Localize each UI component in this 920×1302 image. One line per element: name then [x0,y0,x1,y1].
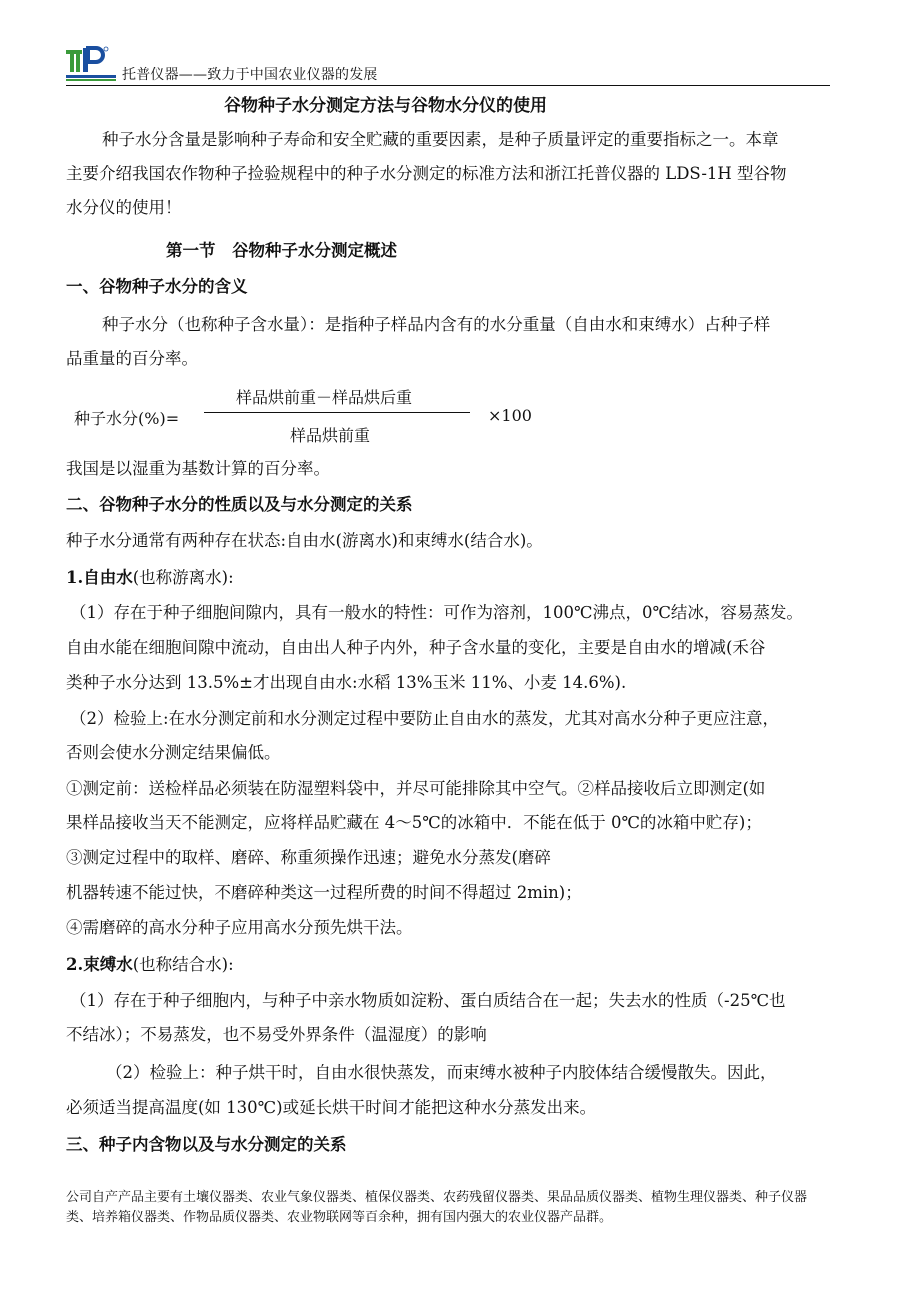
bound-water-heading-num: 2. [66,955,84,974]
definition-line-1: 种子水分（也称种子含水量）：是指种子样品内含有的水分重量（自由水和束缚水）占种子样 [102,315,771,334]
footer-line-1: 公司自产产品主要有土壤仪器类、农业气象仪器类、植保仪器类、农药残留仪器类、果品品质仪器类、植物生理仪器类、种子仪器 [66,1190,808,1205]
page-footer [66,1188,866,1228]
company-logo [66,44,118,84]
free-water-p2-line-2: 否则会使水分测定结果偏低。 [66,743,281,762]
page-header [66,42,830,86]
bound-water-heading-rest: (也称结合水): [132,955,234,974]
section-1-title: 第一节 谷物种子水分测定概述 [166,241,397,260]
free-water-heading-bold: 自由水 [83,568,133,587]
free-water-p2-line-1: （2）检验上:在水分测定前和水分测定过程中要防止自由水的蒸发，尤其对高水分种子更应注意， [70,709,780,728]
document-title: 谷物种子水分测定方法与谷物水分仪的使用 [224,96,547,116]
fraction-bar [204,412,470,413]
definition-line-2: 品重量的百分率。 [66,349,198,368]
free-water-p3-line-4: 机器转速不能过快，不磨碎种类这一过程所费的时间不得超过 2min)； [66,883,582,902]
bound-water-p2-line-2: 必须适当提高温度(如 130℃)或延长烘干时间才能把这种水分蒸发出来。 [66,1098,597,1117]
free-water-p1-line-1: （1）存在于种子细胞间隙内，具有一般水的特性：可作为溶剂，100℃沸点，0℃结冰，容易蒸发。 [70,603,803,622]
heading-3: 三、种子内含物以及与水分测定的关系 [66,1135,347,1154]
water-states: 种子水分通常有两种存在状态:自由水(游离水)和束缚水(结合水)。 [66,531,543,550]
free-water-p1-line-3: 类种子水分达到 13.5%±才出现自由水:水稻 13%玉米 11%、小麦 14.6%). [66,673,627,692]
intro-line-2: 主要介绍我国农作物种子捡验规程中的种子水分测定的标准方法和浙江托普仪器的 LDS-1H 型谷物 [66,164,787,183]
top-instrument-logo-icon [66,44,118,84]
heading-2: 二、谷物种子水分的性质以及与水分测定的关系 [66,495,413,514]
formula-denominator: 样品烘前重 [290,426,371,445]
free-water-p3-line-2: 果样品接收当天不能测定，应将样品贮藏在 4～5℃的冰箱中．不能在低于 0℃的冰箱中贮存)； [66,813,762,832]
free-water-p3-line-1: ①测定前：送检样品必须装在防湿塑料袋中，并尽可能排除其中空气。②样品接收后立即测定(如 [66,779,766,798]
heading-1: 一、谷物种子水分的含义 [66,277,248,296]
header-tagline: 托普仪器——致力于中国农业仪器的发展 [122,67,378,83]
formula-label: 种子水分(%)= [74,409,180,428]
free-water-p3-line-5: ④需磨碎的高水分种子应用高水分预先烘干法。 [66,918,413,937]
bound-water-p1-line-2: 不结冰）；不易蒸发，也不易受外界条件（温湿度）的影响 [66,1025,487,1044]
basis-note: 我国是以湿重为基数计算的百分率。 [66,459,330,478]
free-water-p1-line-2: 自由水能在细胞间隙中流动，自由出人种子内外，种子含水量的变化，主要是自由水的增减(禾谷 [66,638,766,657]
free-water-heading-num: 1. [66,568,84,587]
intro-line-3: 水分仪的使用！ [66,198,182,217]
bound-water-p2-line-1: （2）检验上：种子烘干时，自由水很快蒸发，而束缚水被种子内胶体结合缓慢散失。因此， [106,1063,777,1082]
formula-multiplier: ×100 [488,406,532,425]
free-water-heading-rest: (也称游离水): [132,568,234,587]
free-water-p3-line-3: ③测定过程中的取样、磨碎、称重须操作迅速；避免水分蒸发(磨碎 [66,848,551,867]
bound-water-heading [66,955,234,975]
header-divider [66,85,830,86]
free-water-heading [66,568,234,588]
intro-line-1: 种子水分含量是影响种子寿命和安全贮藏的重要因素，是种子质量评定的重要指标之一。本章 [102,130,779,149]
formula-numerator: 样品烘前重－样品烘后重 [236,388,413,407]
bound-water-heading-bold: 束缚水 [83,955,133,974]
bound-water-p1-line-1: （1）存在于种子细胞内，与种子中亲水物质如淀粉、蛋白质结合在一起；失去水的性质（-25℃也 [70,991,786,1010]
footer-line-2: 类、培养箱仪器类、作物品质仪器类、农业物联网等百余种，拥有国内强大的农业仪器产品群。 [66,1210,613,1225]
